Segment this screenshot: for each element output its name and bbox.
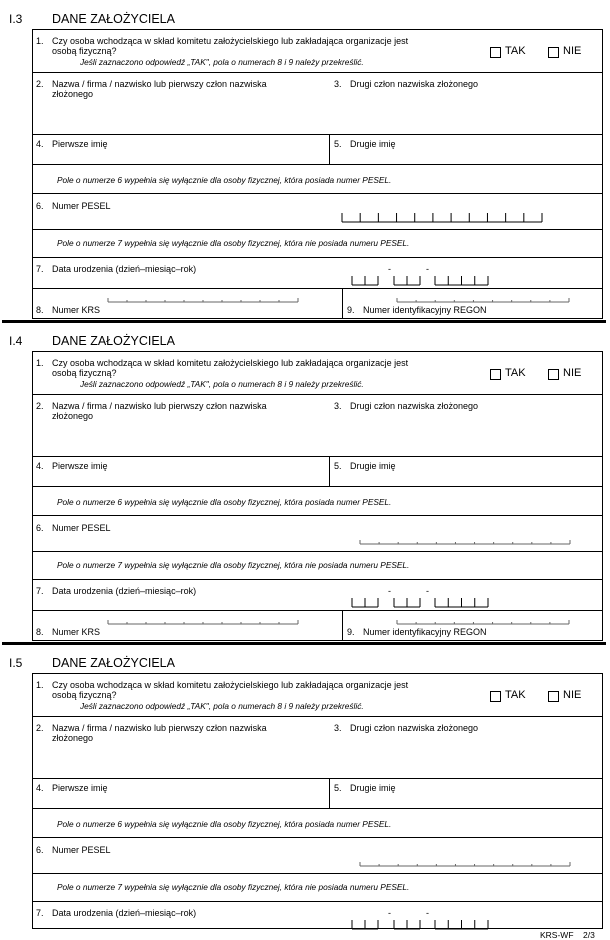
divider — [32, 808, 602, 809]
field-3-number: 3. — [334, 79, 342, 89]
no-label: NIE — [563, 689, 582, 701]
field-2-label-line2: złożonego — [52, 733, 94, 743]
divider — [32, 640, 602, 641]
q1-number: 1. — [36, 358, 44, 368]
q1-note: Jeśli zaznaczono odpowiedź „TAK", pola o numerach 8 i 9 należy przekreślić. — [80, 57, 364, 67]
field-2-label-line1: Nazwa / firma / nazwisko lub pierwszy człon nazwiska — [52, 79, 267, 89]
section-i-4-number: I.4 — [9, 334, 23, 348]
field-2-label-line2: złożonego — [52, 411, 94, 421]
surname-input[interactable] — [33, 422, 601, 454]
section-i-3-number: I.3 — [9, 12, 23, 26]
pesel-input[interactable] — [360, 862, 570, 868]
divider — [32, 778, 602, 779]
no-label: NIE — [563, 45, 582, 57]
page-number: 2/3 — [583, 930, 595, 940]
date-separator-2: - — [426, 264, 429, 274]
section-i-5-right-border — [602, 673, 603, 929]
field-8-label: Numer KRS — [52, 627, 101, 637]
field-5-label: Drugie imię — [350, 139, 396, 149]
divider — [32, 486, 602, 487]
field-9-number: 9. — [347, 305, 355, 315]
no-checkbox[interactable] — [548, 47, 559, 58]
field-7-label: Data urodzenia (dzień–miesiąc–rok) — [52, 586, 197, 596]
birth-year-input[interactable] — [435, 598, 488, 608]
field-8-number: 8. — [36, 305, 44, 315]
q1-note: Jeśli zaznaczono odpowiedź „TAK", pola o numerach 8 i 9 należy przekreślić. — [80, 701, 364, 711]
divider — [329, 778, 330, 808]
field-2-number: 2. — [36, 401, 44, 411]
divider — [32, 164, 602, 165]
surname-input[interactable] — [33, 744, 601, 776]
divider — [32, 837, 602, 838]
first-name-input[interactable] — [33, 150, 328, 163]
field-6-note: Pole o numerze 6 wypełnia się wyłącznie dla osoby fizycznej, która posiada numer PESEL. — [57, 175, 392, 185]
q1-question-line1: Czy osoba wchodząca w skład komitetu założycielskiego lub zakładająca organizacje jest — [52, 680, 409, 690]
yes-checkbox[interactable] — [490, 691, 501, 702]
field-5-label: Drugie imię — [350, 461, 396, 471]
field-4-number: 4. — [36, 461, 44, 471]
q1-number: 1. — [36, 36, 44, 46]
section-i-5-title: DANE ZAŁOŻYCIELA — [52, 656, 175, 670]
divider — [32, 318, 602, 319]
section-i-3-header-rule — [32, 29, 602, 30]
field-3-label: Drugi człon nazwiska złożonego — [350, 401, 479, 411]
field-4-number: 4. — [36, 139, 44, 149]
first-name-input[interactable] — [33, 794, 328, 807]
q1-note: Jeśli zaznaczono odpowiedź „TAK", pola o numerach 8 i 9 należy przekreślić. — [80, 379, 364, 389]
birth-month-input[interactable] — [394, 276, 420, 286]
birth-month-input[interactable] — [394, 598, 420, 608]
field-7-number: 7. — [36, 908, 44, 918]
field-6-number: 6. — [36, 845, 44, 855]
field-2-label-line1: Nazwa / firma / nazwisko lub pierwszy człon nazwiska — [52, 723, 267, 733]
divider — [342, 610, 343, 641]
q1-question-line2: osobą fizyczną? — [52, 690, 117, 700]
section-i-4-right-border — [602, 351, 603, 641]
no-checkbox[interactable] — [548, 691, 559, 702]
pesel-input[interactable] — [342, 213, 542, 223]
krs-input[interactable] — [108, 298, 298, 304]
divider — [329, 134, 330, 164]
field-9-label: Numer identyfikacyjny REGON — [363, 627, 487, 637]
field-9-label: Numer identyfikacyjny REGON — [363, 305, 487, 315]
field-4-label: Pierwsze imię — [52, 461, 108, 471]
field-6-label: Numer PESEL — [52, 523, 111, 533]
yes-checkbox[interactable] — [490, 369, 501, 380]
divider — [32, 72, 602, 73]
field-6-note: Pole o numerze 6 wypełnia się wyłącznie dla osoby fizycznej, która posiada numer PESEL. — [57, 819, 392, 829]
date-separator-2: - — [426, 908, 429, 918]
field-2-number: 2. — [36, 79, 44, 89]
field-7-note: Pole o numerze 7 wypełnia się wyłącznie dla osoby fizycznej, która nie posiada numeru PESEL. — [57, 560, 410, 570]
field-5-number: 5. — [334, 783, 342, 793]
yes-label: TAK — [505, 367, 526, 379]
field-7-label: Data urodzenia (dzień–miesiąc–rok) — [52, 908, 197, 918]
second-name-input[interactable] — [331, 150, 601, 163]
q1-question-line1: Czy osoba wchodząca w skład komitetu założycielskiego lub zakładająca organizacje jest — [52, 358, 409, 368]
pesel-input[interactable] — [360, 540, 570, 546]
field-6-number: 6. — [36, 201, 44, 211]
q1-number: 1. — [36, 680, 44, 690]
first-name-input[interactable] — [33, 472, 328, 485]
second-name-input[interactable] — [331, 794, 601, 807]
divider — [32, 716, 602, 717]
field-5-number: 5. — [334, 461, 342, 471]
section-i-5-number: I.5 — [9, 656, 23, 670]
yes-label: TAK — [505, 45, 526, 57]
second-name-input[interactable] — [331, 472, 601, 485]
field-6-label: Numer PESEL — [52, 845, 111, 855]
regon-input[interactable] — [397, 620, 569, 626]
field-5-number: 5. — [334, 139, 342, 149]
birth-day-input[interactable] — [352, 276, 378, 286]
field-6-note: Pole o numerze 6 wypełnia się wyłącznie dla osoby fizycznej, która posiada numer PESEL. — [57, 497, 392, 507]
field-2-label-line1: Nazwa / firma / nazwisko lub pierwszy człon nazwiska — [52, 401, 267, 411]
no-label: NIE — [563, 367, 582, 379]
divider — [32, 229, 602, 230]
divider — [32, 257, 602, 258]
section-i-3-title: DANE ZAŁOŻYCIELA — [52, 12, 175, 26]
divider — [32, 551, 602, 552]
field-4-number: 4. — [36, 783, 44, 793]
form-code: KRS-WF — [540, 930, 574, 940]
divider — [32, 610, 602, 611]
q1-question-line2: osobą fizyczną? — [52, 368, 117, 378]
divider — [32, 579, 602, 580]
krs-input[interactable] — [108, 620, 298, 626]
field-2-number: 2. — [36, 723, 44, 733]
field-7-note: Pole o numerze 7 wypełnia się wyłącznie dla osoby fizycznej, która nie posiada numeru PESEL. — [57, 238, 410, 248]
field-4-label: Pierwsze imię — [52, 783, 108, 793]
divider — [32, 288, 602, 289]
divider — [32, 394, 602, 395]
q1-question-line1: Czy osoba wchodząca w skład komitetu założycielskiego lub zakładająca organizacje jest — [52, 36, 409, 46]
field-5-label: Drugie imię — [350, 783, 396, 793]
divider — [32, 515, 602, 516]
field-3-label: Drugi człon nazwiska złożonego — [350, 79, 479, 89]
no-checkbox[interactable] — [548, 369, 559, 380]
field-7-number: 7. — [36, 264, 44, 274]
yes-label: TAK — [505, 689, 526, 701]
date-separator-1: - — [388, 908, 391, 918]
divider — [32, 134, 602, 135]
birth-day-input[interactable] — [352, 598, 378, 608]
field-3-number: 3. — [334, 723, 342, 733]
field-3-number: 3. — [334, 401, 342, 411]
regon-input[interactable] — [397, 298, 569, 304]
section-i-3-right-border — [602, 29, 603, 319]
field-2-label-line2: złożonego — [52, 89, 94, 99]
divider — [32, 873, 602, 874]
field-6-number: 6. — [36, 523, 44, 533]
divider — [32, 193, 602, 194]
divider — [32, 456, 602, 457]
section-i-5-header-rule — [32, 673, 602, 674]
field-4-label: Pierwsze imię — [52, 139, 108, 149]
field-8-number: 8. — [36, 627, 44, 637]
field-3-label: Drugi człon nazwiska złożonego — [350, 723, 479, 733]
divider — [32, 901, 602, 902]
section-separator — [2, 642, 606, 645]
date-separator-2: - — [426, 586, 429, 596]
divider — [329, 456, 330, 486]
divider — [32, 928, 602, 929]
field-6-label: Numer PESEL — [52, 201, 111, 211]
field-8-label: Numer KRS — [52, 305, 101, 315]
surname-input[interactable] — [33, 100, 601, 132]
date-separator-1: - — [388, 586, 391, 596]
field-9-number: 9. — [347, 627, 355, 637]
date-separator-1: - — [388, 264, 391, 274]
section-i-4-title: DANE ZAŁOŻYCIELA — [52, 334, 175, 348]
q1-question-line2: osobą fizyczną? — [52, 46, 117, 56]
section-separator — [2, 320, 606, 323]
yes-checkbox[interactable] — [490, 47, 501, 58]
field-7-label: Data urodzenia (dzień–miesiąc–rok) — [52, 264, 197, 274]
field-7-number: 7. — [36, 586, 44, 596]
section-i-4-header-rule — [32, 351, 602, 352]
field-7-note: Pole o numerze 7 wypełnia się wyłącznie dla osoby fizycznej, która nie posiada numeru PESEL. — [57, 882, 410, 892]
birth-year-input[interactable] — [435, 276, 488, 286]
divider — [342, 288, 343, 319]
